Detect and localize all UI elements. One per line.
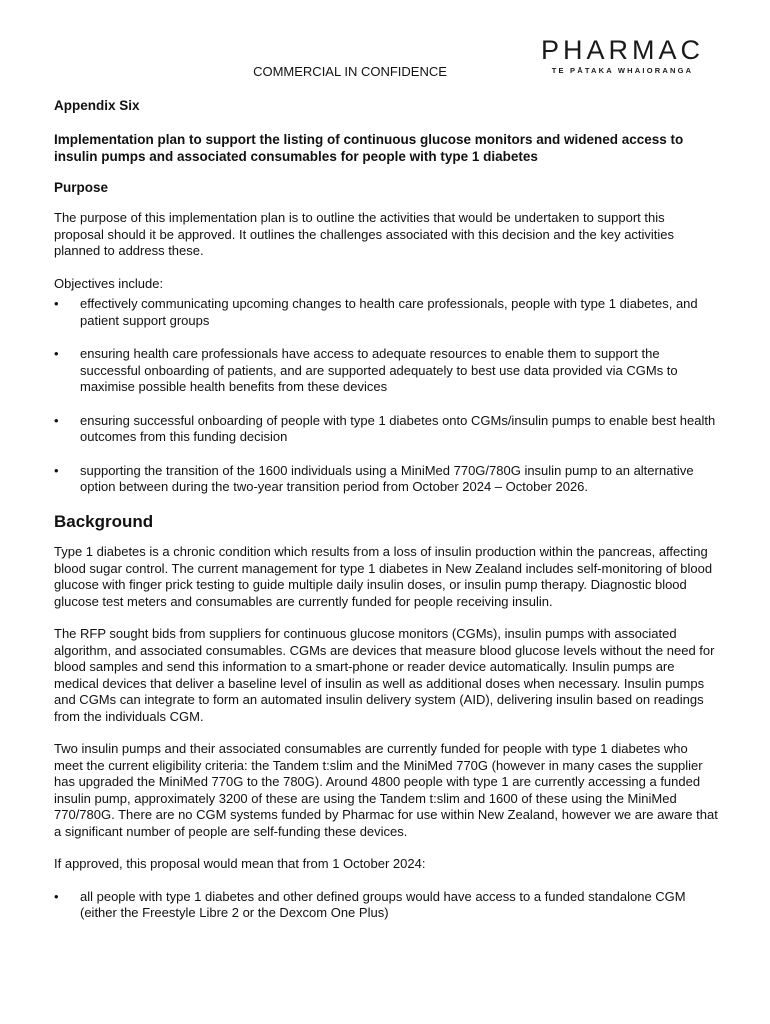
list-item: [54, 413, 718, 446]
document-body: [54, 98, 718, 939]
bullet-icon: •: [54, 296, 59, 311]
logo-tagline: TE PĀTAKA WHAIORANGA: [551, 66, 694, 75]
list-item-text: effectively communicating upcoming changes to health care professionals, people with type 1 diabetes, and patient support groups: [80, 296, 698, 328]
logo-wordmark: PHARMAC: [540, 35, 704, 65]
list-item: [54, 463, 718, 496]
purpose-paragraph: The purpose of this implementation plan is to outline the activities that would be undertaken to support this proposal should it be approved. It outlines the challenges associated with this decision and the key activities planned to address these.: [54, 210, 675, 258]
list-item: [54, 346, 718, 396]
background-paragraph-4: If approved, this proposal would mean that from 1 October 2024:: [54, 856, 426, 871]
list-item-text: ensuring health care professionals have access to adequate resources to enable them to support the successful onboarding of patients, and are supported adequately to best use data provided via CGMs to maximise possible health benefits from these devices: [80, 346, 678, 394]
objectives-intro: Objectives include:: [54, 275, 164, 291]
background-paragraph-1: Type 1 diabetes is a chronic condition which results from a loss of insulin production within the pancreas, affecting blood sugar control. The current management for type 1 diabetes in New Zealand includes self-monitoring of blood glucose with finger prick testing to guide multiple daily insulin doses, or insulin pump therapy. Diagnostic blood glucose test meters and consumables are currently funded for people receiving insulin.: [54, 544, 713, 609]
background-paragraph-2: The RFP sought bids from suppliers for continuous glucose monitors (CGMs), insulin pumps with associated algorithm, and associated consumables. CGMs are devices that measure blood glucose levels without the need for blood samples and send this information to a smart-phone or reader device automatically. Insulin pumps are medical devices that deliver a baseline level of insulin as well as additional doses when necessary. Insulin pumps and CGMs can integrate to form an automated insulin delivery system (AID), delivering insulin based on readings from the individuals CGM.: [54, 626, 715, 724]
confidentiality-label: COMMERCIAL IN CONFIDENCE: [253, 64, 447, 79]
bullet-icon: •: [54, 462, 59, 478]
background-paragraph-3: Two insulin pumps and their associated consumables are currently funded for people with type 1 diabetes who meet the current eligibility criteria: the Tandem t:slim and the MiniMed 770G (however in many cases the supplier has upgraded the MiniMed 770G to the 780G). Around 4800 people with type 1 are currently accessing a funded insulin pump, approximately 3200 of these are using the Tandem t:slim and 1600 of these using the MiniMed 770/780G. There are no CGM systems funded by Pharmac for use within New Zealand, however we are aware that a significant number of people are self-funding these devices.: [54, 741, 718, 839]
background-heading: Background: [54, 511, 154, 531]
list-item-text: supporting the transition of the 1600 individuals using a MiniMed 770G/780G insulin pump to an alternative option between during the two-year transition period from October 2024 – October 2026.: [80, 462, 694, 494]
purpose-heading: Purpose: [54, 179, 109, 195]
objectives-list: [54, 296, 718, 496]
document-title: Implementation plan to support the listing of continuous glucose monitors and widened access to insulin pumps and associated consumables for people with type 1 diabetes: [54, 131, 684, 164]
bullet-icon: •: [54, 888, 59, 904]
list-item-text: ensuring successful onboarding of people with type 1 diabetes onto CGMs/insulin pumps to enable best health outcomes from this funding decision: [80, 412, 716, 444]
appendix-heading: Appendix Six: [54, 98, 140, 113]
proposal-list: [54, 889, 718, 922]
list-item: [54, 296, 718, 329]
bullet-icon: •: [54, 412, 59, 428]
bullet-icon: •: [54, 346, 59, 361]
list-item: [54, 889, 718, 922]
list-item-text: all people with type 1 diabetes and other defined groups would have access to a funded standalone CGM (either the Freestyle Libre 2 or the Dexcom One Plus): [80, 888, 686, 920]
